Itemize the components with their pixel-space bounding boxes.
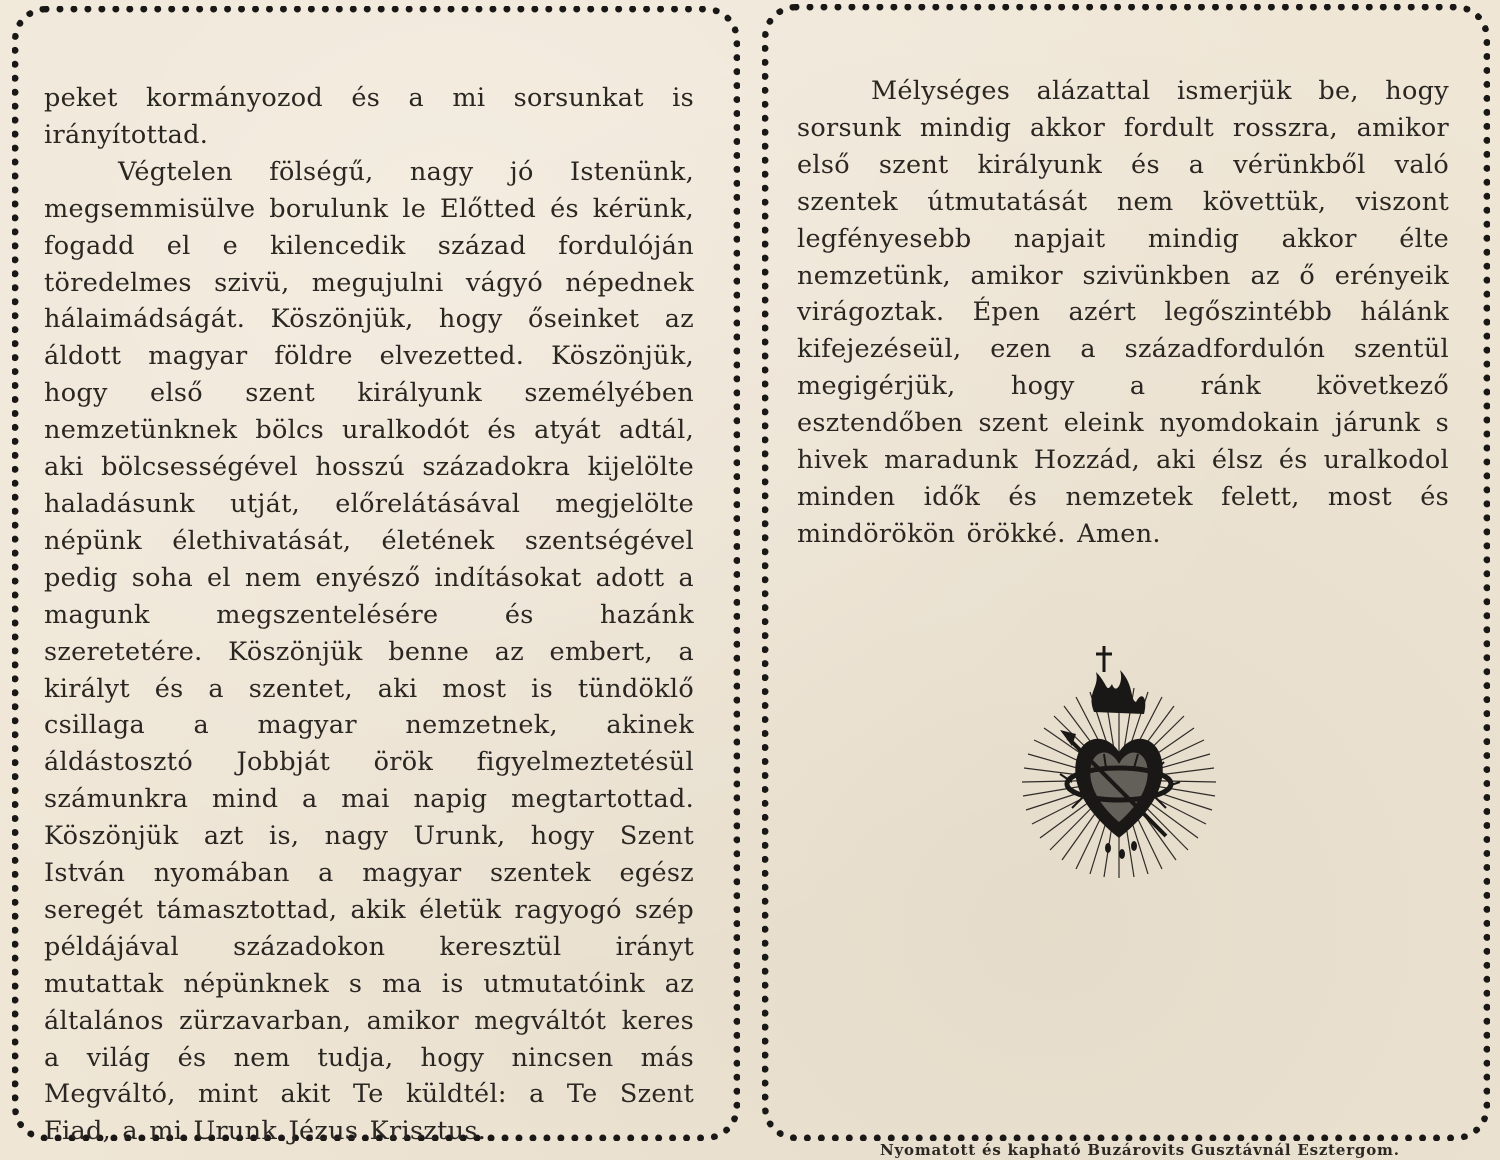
left-paragraph-1: peket kormányozod és a mi sorsunkat is irányítottad. [44,83,694,150]
right-page-text [797,73,1449,553]
right-paragraph-1: Mélységes alázattal ismerjük be, hogy sorsunk mindig akkor fordult rosszra, amikor első szent királyunk és a vérünkből való szentek útmutatását nem követtük, viszont legfényesebb napjait mindig akkor élte nemzetünk, amikor szivünkben az ő erényeik virágoztak. Épen azért legőszintébb hálánk kifejezéseül, ezen a századfordulón szentül megigérjük, hogy a ránk következő esztendőben szent eleink nyomdokain járunk s hivek maradunk Hozzád, aki élsz és uralkodol minden idők és nemzetek felett, most és mindörökön örökké. Amen. [797,76,1449,549]
left-paragraph-2: Végtelen fölségű, nagy jó Istenünk, megsemmisülve borulunk le Előtted és kérünk, fogadd el e kilencedik század fordulóján töredelmes szivü, megujulni vágyó népednek hálaimádságát. Köszönjük, hogy őseinket az áldott magyar földre elvezetted. Köszönjük, hogy első szent királyunk személyében nemzetünknek bölcs uralkodót és atyát adtál, aki bölcsességével hosszú századokra kijelölte haladásunk utját, előrelátásával megjelölte népünk élethivatását, életének szentségével pedig soha el nem enyésző indításokat adott a magunk megszentelésére és hazánk szeretetére. Köszönjük benne az embert, a királyt és a szentet, aki most is tündöklő csillaga a magyar nemzetnek, akinek áldástosztó Jobbját örök figyelmeztetésül számunkra mind a mai napig megtartottad. Köszönjük azt is, nagy Urunk, hogy Szent István nyomában a magyar szentek egész seregét támasztottad, akik életük ragyogó szép példájával századokon keresztül irányt mutattak népünknek s ma is utmutatóink az általános zürzavarban, amikor megváltót keres a világ és nem tudja, hogy nincsen más Megváltó, mint akit Te küldtél: a Te Szent Fiad, a mi Urunk Jézus Krisztus. [44,156,694,1147]
printer-imprint: Nyomatott és kapható Buzárovits Gusztávnál Esztergom. [880,1141,1400,1159]
left-page-text [44,80,694,1150]
sacred-heart-icon [1016,642,1222,882]
